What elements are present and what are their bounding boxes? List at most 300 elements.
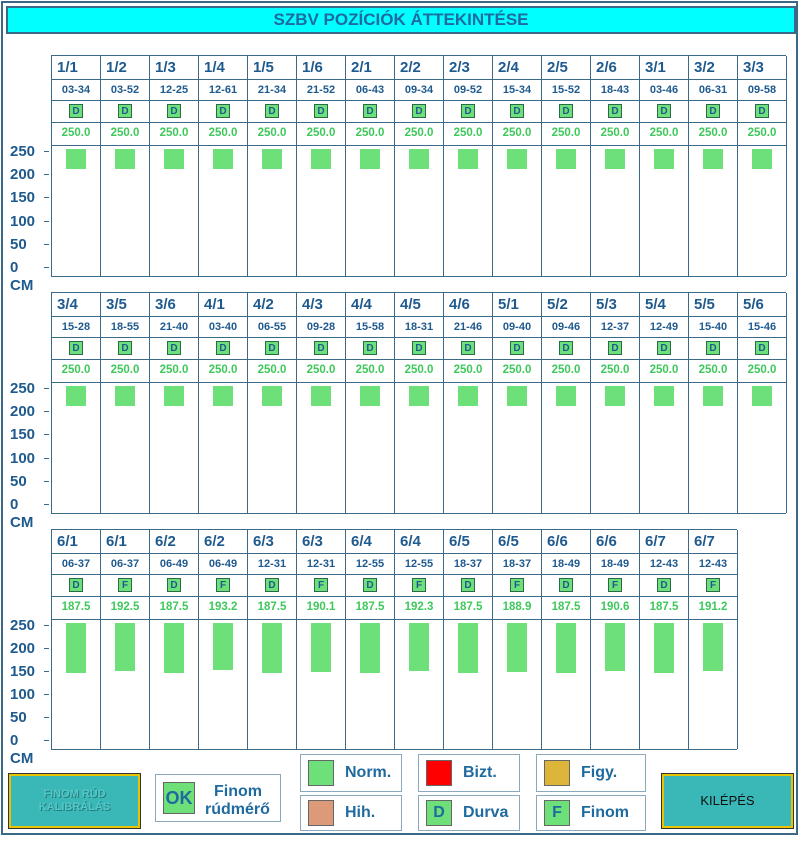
position-label: 2/6 — [596, 59, 617, 76]
position-value: 250.0 — [551, 127, 581, 139]
position-column — [738, 293, 787, 513]
position-label: 4/3 — [302, 296, 323, 313]
coarse-mode-indicator: D — [216, 104, 230, 118]
position-column — [248, 56, 297, 276]
axis-tick-label: 100 — [10, 686, 36, 703]
position-column — [542, 56, 591, 276]
coarse-mode-indicator: D — [461, 104, 475, 118]
position-level-bar — [458, 149, 478, 169]
norm-label: Norm. — [345, 764, 392, 781]
durva-label: Durva — [463, 804, 509, 821]
position-value: 187.5 — [551, 601, 581, 613]
coarse-mode-indicator: D — [118, 104, 132, 118]
position-code: 15-58 — [355, 321, 385, 333]
position-level-bar — [556, 149, 576, 169]
ok-badge: OK — [163, 782, 195, 814]
position-column — [101, 530, 150, 749]
position-label: 6/3 — [253, 533, 274, 550]
axis-tick-label: 150 — [10, 663, 36, 680]
position-code: 15-34 — [502, 84, 532, 96]
figy-label: Figy. — [581, 764, 618, 781]
position-level-bar — [213, 149, 233, 169]
position-level-bar — [115, 386, 135, 406]
position-code: 12-31 — [306, 558, 336, 570]
position-column — [150, 530, 199, 749]
position-label: 6/6 — [547, 533, 568, 550]
position-column — [444, 56, 493, 276]
axis-tick-label: 0 — [10, 496, 19, 513]
axis-tick-label: 250 — [10, 380, 36, 397]
position-level-bar — [556, 386, 576, 406]
position-level-bar — [752, 149, 772, 169]
fine-mode-indicator: F — [706, 578, 720, 592]
axis-tick-label: 250 — [10, 617, 36, 634]
position-label: 3/1 — [645, 59, 666, 76]
axis-tick-label: 200 — [10, 166, 36, 183]
position-value: 250.0 — [502, 364, 532, 376]
position-value: 250.0 — [747, 127, 777, 139]
position-code: 06-49 — [208, 558, 238, 570]
position-value: 187.5 — [61, 601, 91, 613]
legend-bizt — [418, 754, 520, 792]
position-label: 2/1 — [351, 59, 372, 76]
position-code: 06-49 — [159, 558, 189, 570]
fine-rod-ok-indicator — [155, 774, 281, 822]
hih-label: Hih. — [345, 804, 376, 821]
position-level-bar — [164, 149, 184, 169]
position-label: 4/2 — [253, 296, 274, 313]
position-label: 1/5 — [253, 59, 274, 76]
legend-hih — [300, 795, 402, 831]
position-value: 250.0 — [698, 364, 728, 376]
position-level-bar — [605, 623, 625, 671]
axis-tick-label: 50 — [10, 473, 27, 490]
axis-tick — [44, 671, 49, 672]
fine-mode-indicator: F — [608, 578, 622, 592]
position-level-bar — [262, 623, 282, 673]
position-level-bar — [507, 386, 527, 406]
coarse-mode-indicator: D — [657, 104, 671, 118]
position-level-bar — [66, 623, 86, 673]
position-column — [248, 530, 297, 749]
axis-tick-label: 200 — [10, 403, 36, 420]
position-level-bar — [311, 623, 331, 672]
axis-tick — [44, 740, 49, 741]
legend-figy — [536, 754, 646, 792]
position-column — [52, 293, 101, 513]
position-label: 4/6 — [449, 296, 470, 313]
position-label: 3/3 — [743, 59, 764, 76]
position-label: 4/1 — [204, 296, 225, 313]
fine-rod-calibration-button[interactable] — [9, 774, 140, 828]
coarse-mode-indicator: D — [118, 341, 132, 355]
position-column — [395, 56, 444, 276]
position-level-bar — [409, 386, 429, 406]
coarse-mode-indicator: D — [216, 341, 230, 355]
axis-tick — [44, 197, 49, 198]
coarse-mode-indicator: D — [559, 104, 573, 118]
position-code: 12-37 — [600, 321, 630, 333]
position-value: 250.0 — [404, 364, 434, 376]
calibration-label-line1: FINOM RÚD — [43, 788, 106, 800]
position-label: 1/3 — [155, 59, 176, 76]
position-level-bar — [115, 623, 135, 671]
position-level-bar — [507, 623, 527, 672]
position-code: 21-34 — [257, 84, 287, 96]
position-label: 6/4 — [400, 533, 421, 550]
axis-tick — [44, 504, 49, 505]
position-column — [150, 56, 199, 276]
position-column — [52, 56, 101, 276]
position-code: 03-52 — [110, 84, 140, 96]
position-value: 190.6 — [600, 601, 630, 613]
page-title: SZBV POZÍCIÓK ÁTTEKINTÉSE — [6, 6, 796, 34]
position-column — [738, 56, 787, 276]
position-level-bar — [507, 149, 527, 169]
legend-finom — [536, 795, 646, 831]
position-column — [199, 530, 248, 749]
position-level-bar — [311, 149, 331, 169]
axis-tick — [44, 694, 49, 695]
position-column — [444, 293, 493, 513]
figy-swatch — [544, 760, 570, 786]
position-column — [297, 56, 346, 276]
position-label: 6/7 — [645, 533, 666, 550]
axis-tick — [44, 717, 49, 718]
position-value: 250.0 — [404, 127, 434, 139]
position-label: 6/2 — [204, 533, 225, 550]
position-level-bar — [360, 149, 380, 169]
calibration-label-line2: KALIBRÁLÁS — [38, 801, 111, 813]
finom-swatch: F — [544, 800, 570, 826]
position-label: 5/6 — [743, 296, 764, 313]
axis-tick-label: 200 — [10, 640, 36, 657]
coarse-mode-indicator: D — [314, 341, 328, 355]
axis-tick — [44, 151, 49, 152]
position-column — [395, 293, 444, 513]
position-value: 187.5 — [453, 601, 483, 613]
coarse-mode-indicator: D — [608, 341, 622, 355]
axis-tick — [44, 411, 49, 412]
position-level-bar — [66, 386, 86, 406]
coarse-mode-indicator: D — [69, 341, 83, 355]
position-label: 6/3 — [302, 533, 323, 550]
position-label: 5/3 — [596, 296, 617, 313]
position-value: 250.0 — [649, 127, 679, 139]
axis-tick-label: 0 — [10, 259, 19, 276]
position-label: 6/6 — [596, 533, 617, 550]
position-value: 250.0 — [159, 127, 189, 139]
position-value: 250.0 — [110, 127, 140, 139]
position-label: 6/1 — [106, 533, 127, 550]
position-code: 06-37 — [110, 558, 140, 570]
position-value: 191.2 — [698, 601, 728, 613]
axis-tick-label: 100 — [10, 213, 36, 230]
fine-mode-indicator: F — [510, 578, 524, 592]
position-level-bar — [213, 623, 233, 670]
position-column — [346, 530, 395, 749]
position-column — [297, 293, 346, 513]
position-column — [101, 293, 150, 513]
coarse-mode-indicator: D — [265, 578, 279, 592]
position-level-bar — [409, 623, 429, 671]
position-column — [640, 293, 689, 513]
position-label: 1/6 — [302, 59, 323, 76]
axis-tick — [44, 648, 49, 649]
norm-swatch — [308, 760, 334, 786]
position-code: 18-49 — [551, 558, 581, 570]
position-code: 09-58 — [747, 84, 777, 96]
axis-tick-label: 250 — [10, 143, 36, 160]
position-level-bar — [409, 149, 429, 169]
durva-swatch: D — [426, 800, 452, 826]
position-column — [493, 530, 542, 749]
position-column — [542, 293, 591, 513]
axis-tick — [44, 174, 49, 175]
axis-tick-label: 100 — [10, 450, 36, 467]
axis-unit-label: CM — [10, 514, 34, 531]
position-value: 250.0 — [600, 127, 630, 139]
position-value: 250.0 — [551, 364, 581, 376]
position-value: 250.0 — [257, 364, 287, 376]
coarse-mode-indicator: D — [461, 341, 475, 355]
coarse-mode-indicator: D — [412, 341, 426, 355]
position-label: 6/4 — [351, 533, 372, 550]
exit-button[interactable] — [662, 774, 793, 828]
position-label: 6/2 — [155, 533, 176, 550]
position-label: 5/4 — [645, 296, 666, 313]
position-label: 3/5 — [106, 296, 127, 313]
fine-mode-indicator: F — [216, 578, 230, 592]
ok-label-line1: Finom — [214, 783, 262, 800]
axis-tick — [44, 267, 49, 268]
position-level-bar — [164, 386, 184, 406]
position-value: 250.0 — [257, 127, 287, 139]
position-column — [542, 530, 591, 749]
position-label: 4/4 — [351, 296, 372, 313]
coarse-mode-indicator: D — [314, 104, 328, 118]
finom-label: Finom — [581, 804, 629, 821]
position-column — [689, 56, 738, 276]
position-code: 06-31 — [698, 84, 728, 96]
legend-norm — [300, 754, 402, 792]
position-value: 192.5 — [110, 601, 140, 613]
bizt-label: Bizt. — [463, 764, 497, 781]
position-value: 250.0 — [355, 127, 385, 139]
position-value: 250.0 — [61, 364, 91, 376]
position-level-bar — [66, 149, 86, 169]
position-level-bar — [703, 623, 723, 671]
position-value: 250.0 — [600, 364, 630, 376]
position-value: 192.3 — [404, 601, 434, 613]
position-column — [199, 293, 248, 513]
position-column — [591, 56, 640, 276]
position-level-bar — [458, 623, 478, 673]
position-label: 2/4 — [498, 59, 519, 76]
position-label: 1/1 — [57, 59, 78, 76]
position-value: 250.0 — [747, 364, 777, 376]
position-label: 6/5 — [498, 533, 519, 550]
coarse-mode-indicator: D — [510, 341, 524, 355]
position-label: 3/2 — [694, 59, 715, 76]
position-label: 4/5 — [400, 296, 421, 313]
position-level-bar — [605, 386, 625, 406]
position-value: 250.0 — [649, 364, 679, 376]
position-value: 190.1 — [306, 601, 336, 613]
position-column — [297, 530, 346, 749]
position-code: 03-40 — [208, 321, 238, 333]
axis-tick-label: 150 — [10, 189, 36, 206]
position-value: 250.0 — [502, 127, 532, 139]
coarse-mode-indicator: D — [363, 341, 377, 355]
axis-tick-label: 50 — [10, 709, 27, 726]
coarse-mode-indicator: D — [755, 341, 769, 355]
position-level-bar — [262, 386, 282, 406]
position-value: 188.9 — [502, 601, 532, 613]
position-column — [493, 293, 542, 513]
axis-tick — [44, 221, 49, 222]
axis-tick — [44, 434, 49, 435]
coarse-mode-indicator: D — [167, 578, 181, 592]
position-code: 09-28 — [306, 321, 336, 333]
position-value: 187.5 — [257, 601, 287, 613]
position-group-1 — [51, 55, 786, 277]
position-column — [444, 530, 493, 749]
axis-tick-label: 50 — [10, 236, 27, 253]
coarse-mode-indicator: D — [265, 341, 279, 355]
position-level-bar — [262, 149, 282, 169]
coarse-mode-indicator: D — [706, 104, 720, 118]
position-column — [640, 530, 689, 749]
position-code: 06-37 — [61, 558, 91, 570]
position-column — [493, 56, 542, 276]
position-level-bar — [654, 623, 674, 673]
coarse-mode-indicator: D — [706, 341, 720, 355]
position-level-bar — [556, 623, 576, 673]
position-code: 18-37 — [502, 558, 532, 570]
position-group-2 — [51, 292, 786, 514]
fine-mode-indicator: F — [118, 578, 132, 592]
position-value: 250.0 — [355, 364, 385, 376]
position-code: 03-34 — [61, 84, 91, 96]
position-code: 21-46 — [453, 321, 483, 333]
position-level-bar — [360, 623, 380, 673]
position-label: 3/6 — [155, 296, 176, 313]
coarse-mode-indicator: D — [559, 578, 573, 592]
position-column — [689, 293, 738, 513]
position-level-bar — [360, 386, 380, 406]
position-group-3 — [51, 529, 737, 750]
coarse-mode-indicator: D — [412, 104, 426, 118]
position-code: 09-34 — [404, 84, 434, 96]
position-code: 09-40 — [502, 321, 532, 333]
axis-tick-label: 150 — [10, 426, 36, 443]
position-column — [689, 530, 738, 749]
position-code: 18-43 — [600, 84, 630, 96]
axis-tick — [44, 481, 49, 482]
position-value: 250.0 — [208, 364, 238, 376]
coarse-mode-indicator: D — [69, 578, 83, 592]
coarse-mode-indicator: D — [559, 341, 573, 355]
position-column — [591, 293, 640, 513]
fine-mode-indicator: F — [412, 578, 426, 592]
position-value: 193.2 — [208, 601, 238, 613]
coarse-mode-indicator: D — [167, 341, 181, 355]
position-column — [199, 56, 248, 276]
position-level-bar — [458, 386, 478, 406]
position-code: 15-52 — [551, 84, 581, 96]
position-column — [101, 56, 150, 276]
coarse-mode-indicator: D — [461, 578, 475, 592]
position-value: 250.0 — [61, 127, 91, 139]
position-value: 250.0 — [159, 364, 189, 376]
coarse-mode-indicator: D — [167, 104, 181, 118]
coarse-mode-indicator: D — [363, 104, 377, 118]
position-label: 1/4 — [204, 59, 225, 76]
position-code: 18-49 — [600, 558, 630, 570]
position-label: 2/5 — [547, 59, 568, 76]
position-level-bar — [654, 149, 674, 169]
position-value: 187.5 — [355, 601, 385, 613]
coarse-mode-indicator: D — [657, 341, 671, 355]
axis-tick — [44, 388, 49, 389]
position-value: 250.0 — [453, 364, 483, 376]
axis-tick — [44, 458, 49, 459]
position-code: 21-40 — [159, 321, 189, 333]
axis-unit-label: CM — [10, 750, 34, 767]
position-level-bar — [752, 386, 772, 406]
position-code: 12-49 — [649, 321, 679, 333]
position-label: 2/3 — [449, 59, 470, 76]
position-code: 21-52 — [306, 84, 336, 96]
position-level-bar — [605, 149, 625, 169]
position-level-bar — [703, 386, 723, 406]
coarse-mode-indicator: D — [657, 578, 671, 592]
position-column — [248, 293, 297, 513]
position-value: 250.0 — [110, 364, 140, 376]
position-code: 09-46 — [551, 321, 581, 333]
position-value: 250.0 — [306, 127, 336, 139]
fine-mode-indicator: F — [314, 578, 328, 592]
position-level-bar — [311, 386, 331, 406]
position-code: 18-31 — [404, 321, 434, 333]
axis-unit-label: CM — [10, 277, 34, 294]
position-label: 5/2 — [547, 296, 568, 313]
coarse-mode-indicator: D — [69, 104, 83, 118]
position-code: 06-55 — [257, 321, 287, 333]
coarse-mode-indicator: D — [363, 578, 377, 592]
position-code: 15-40 — [698, 321, 728, 333]
position-code: 09-52 — [453, 84, 483, 96]
exit-label: KILÉPÉS — [700, 793, 755, 808]
axis-tick — [44, 625, 49, 626]
position-label: 5/5 — [694, 296, 715, 313]
position-label: 6/1 — [57, 533, 78, 550]
position-code: 12-25 — [159, 84, 189, 96]
position-value: 250.0 — [453, 127, 483, 139]
hih-swatch — [308, 800, 334, 826]
position-column — [346, 56, 395, 276]
position-code: 06-43 — [355, 84, 385, 96]
axis-tick-label: 0 — [10, 732, 19, 749]
position-label: 6/5 — [449, 533, 470, 550]
axis-tick — [44, 244, 49, 245]
position-label: 5/1 — [498, 296, 519, 313]
position-code: 12-31 — [257, 558, 287, 570]
position-code: 15-28 — [61, 321, 91, 333]
position-level-bar — [164, 623, 184, 673]
position-label: 6/7 — [694, 533, 715, 550]
